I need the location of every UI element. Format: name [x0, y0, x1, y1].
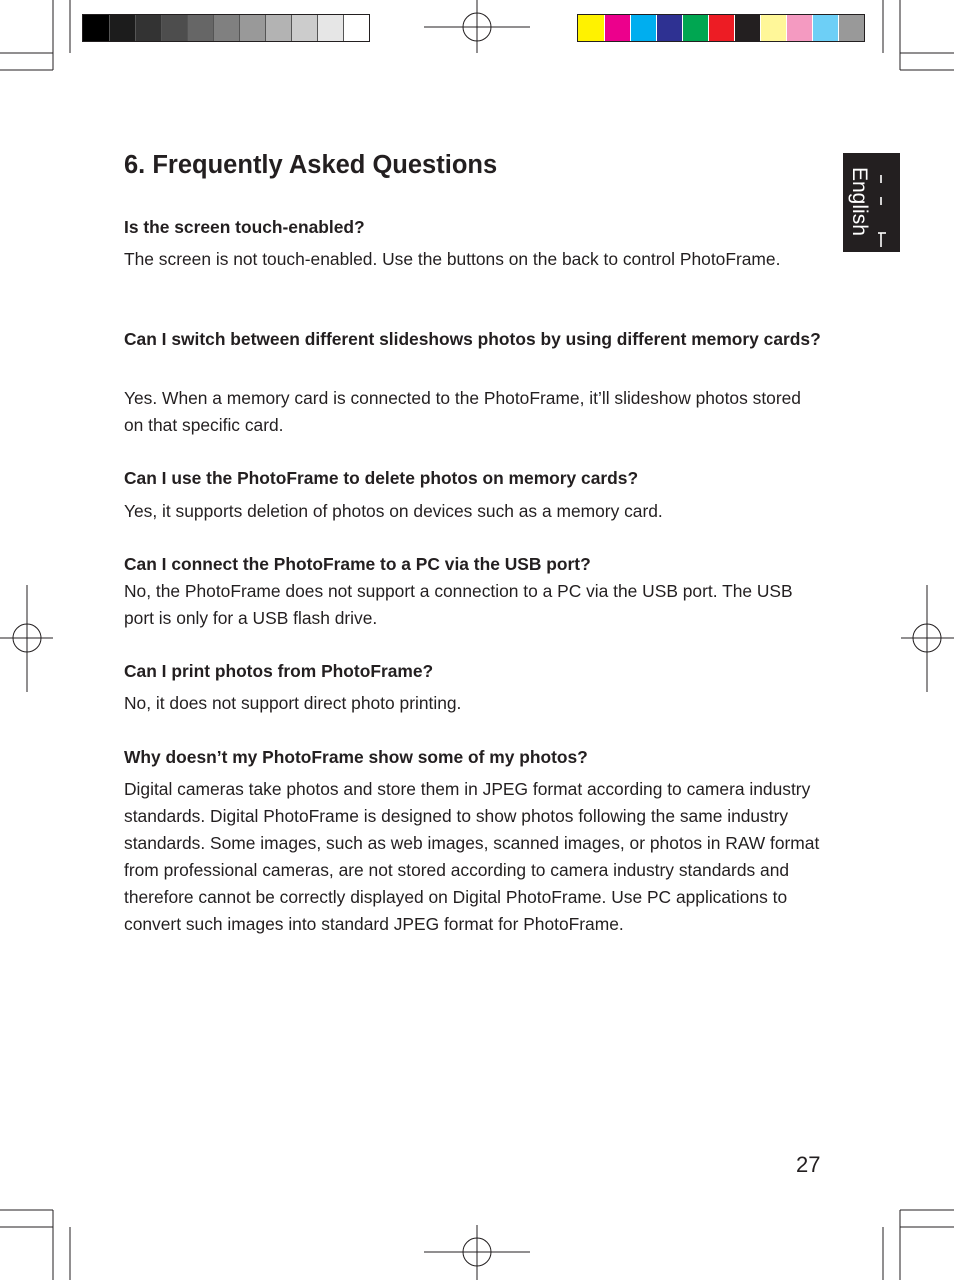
faq-question-switch-slideshows: Can I switch between different slideshows photos by using different memory cards?	[124, 329, 821, 349]
faq-answer-print-photos: No, it does not support direct photo printing.	[124, 693, 462, 713]
calibration-swatch	[682, 15, 708, 41]
grayscale-calibration-bar	[82, 14, 370, 42]
calibration-swatch	[213, 15, 239, 41]
faq-question-missing-photos: Why doesn’t my PhotoFrame show some of my photos?	[124, 747, 588, 767]
calibration-swatch	[291, 15, 317, 41]
faq-question-delete-photos: Can I use the PhotoFrame to delete photos on memory cards?	[124, 468, 639, 488]
faq-question-usb-pc: Can I connect the PhotoFrame to a PC via the USB port?	[124, 554, 591, 574]
calibration-swatch	[343, 15, 369, 41]
calibration-swatch	[838, 15, 864, 41]
calibration-swatch	[317, 15, 343, 41]
faq-question-touch-screen: Is the screen touch-enabled?	[124, 217, 365, 237]
calibration-swatch	[656, 15, 682, 41]
faq-question-print-photos: Can I print photos from PhotoFrame?	[124, 661, 434, 681]
calibration-swatch	[265, 15, 291, 41]
calibration-swatch	[760, 15, 786, 41]
faq-answer-missing-photos: Digital cameras take photos and store them in JPEG format according to camera industry standards. Digital PhotoFrame is designed to show photos following the same industry standards. Some images, such as web images, scanned images, or photos in RAW format from professional cameras, are not stored according to camera industry standards and therefore cannot be correctly displayed on Digital PhotoFrame. Use PC applications to convert such images into standard JPEG format for PhotoFrame.	[124, 779, 820, 934]
calibration-swatch	[708, 15, 734, 41]
calibration-swatch	[812, 15, 838, 41]
calibration-swatch	[786, 15, 812, 41]
calibration-swatch	[604, 15, 630, 41]
calibration-swatch	[83, 15, 109, 41]
calibration-swatch	[135, 15, 161, 41]
calibration-swatch	[239, 15, 265, 41]
calibration-swatch	[578, 15, 604, 41]
calibration-swatch	[630, 15, 656, 41]
faq-answer-switch-slideshows: Yes. When a memory card is connected to the PhotoFrame, it’ll slideshow photos stored on that specific card.	[124, 388, 801, 435]
page-number: 27	[796, 1152, 821, 1177]
calibration-swatch	[161, 15, 187, 41]
faq-answer-delete-photos: Yes, it supports deletion of photos on devices such as a memory card.	[124, 501, 663, 521]
color-calibration-bar	[577, 14, 865, 42]
language-tab-label: English	[848, 167, 871, 236]
language-tab	[843, 153, 900, 252]
faq-answer-touch-screen: The screen is not touch-enabled. Use the buttons on the back to control PhotoFrame.	[124, 249, 781, 269]
page-title: 6. Frequently Asked Questions	[124, 151, 498, 179]
calibration-swatch	[109, 15, 135, 41]
faq-answer-usb-pc: No, the PhotoFrame does not support a connection to a PC via the USB port. The USB port is only for a USB flash drive.	[124, 581, 793, 628]
tab-edge-marks	[878, 175, 888, 247]
calibration-swatch	[187, 15, 213, 41]
calibration-swatch	[734, 15, 760, 41]
